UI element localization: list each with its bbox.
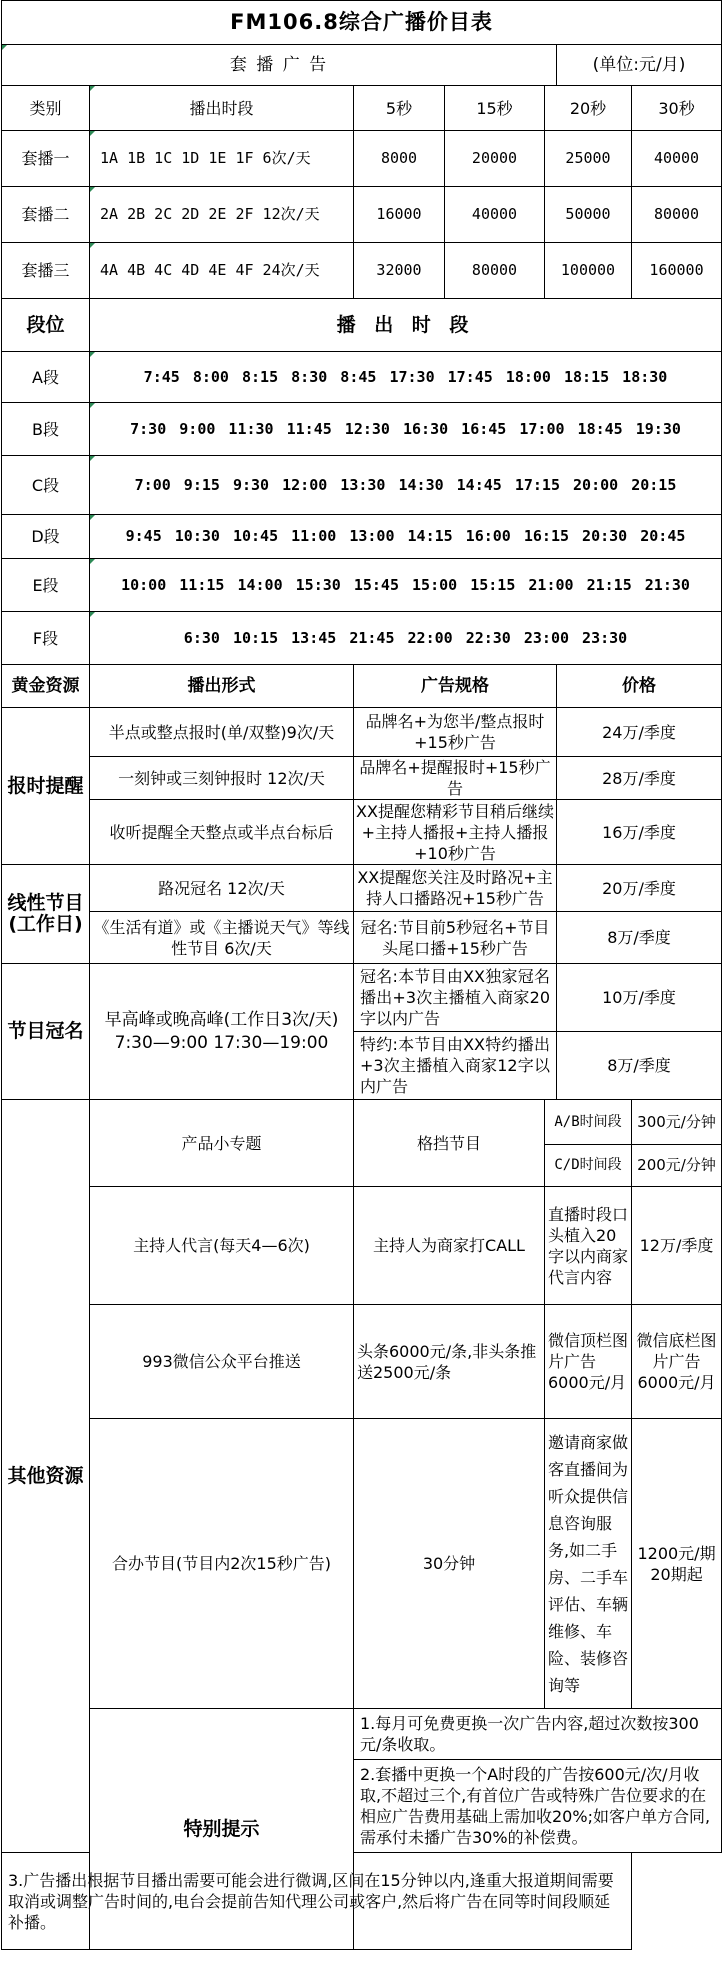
- price-cell: 8万/季度: [557, 1032, 722, 1100]
- note-item: 3.广告播出根据节目播出需要可能会进行微调,区间在15分钟以内,逢重大报道期间需要取消或调整广告时间的,电台会提前告知代理公司或客户,然后将广告在同等时间段顺延补播。: [2, 1853, 632, 1950]
- price-cell: 10万/季度: [557, 964, 722, 1032]
- price-cell: 300元/分钟: [632, 1100, 722, 1145]
- col-15s: 15秒: [445, 86, 545, 131]
- linear-label: 线性节目(工作日): [2, 865, 90, 964]
- spec-cell: 冠名:本节目由XX独家冠名播出+3次主播植入商家20字以内广告: [354, 964, 557, 1032]
- spec-cell: 特约:本节目由XX特约播出+3次主播植入商家12字以内广告: [354, 1032, 557, 1100]
- price-cell: 28万/季度: [557, 757, 722, 800]
- times-header: 播 出 时 段: [90, 299, 722, 352]
- price-15s: 80000: [445, 243, 545, 299]
- form-cell: 半点或整点报时(单/双整)9次/天: [90, 708, 354, 757]
- spec-cell: 品牌名+提醒报时+15秒广告: [354, 757, 557, 800]
- form-cell: 产品小专题: [90, 1100, 354, 1187]
- form-cell: 主持人代言(每天4—6次): [90, 1187, 354, 1305]
- package-slots: 2A 2B 2C 2D 2E 2F 12次/天: [90, 187, 354, 243]
- spec-cell: XX提醒您精彩节目稍后继续+主持人播报+主持人播报+10秒广告: [354, 800, 557, 865]
- price-30s: 160000: [632, 243, 722, 299]
- segment-times: 7:30 9:00 11:30 11:45 12:30 16:30 16:45 17:00 18:45 19:30: [90, 403, 722, 456]
- segment-name: D段: [2, 515, 90, 559]
- notes-label: 特别提示: [90, 1709, 354, 1950]
- segment-header: 段位: [2, 299, 90, 352]
- gold-header: 黄金资源: [2, 665, 90, 708]
- spec-header: 广告规格: [354, 665, 557, 708]
- segment-row: [2, 559, 722, 612]
- segment-name: E段: [2, 559, 90, 612]
- price-cell: 微信底栏图片广告6000元/月: [632, 1305, 722, 1419]
- spec-cell: 品牌名+为您半/整点报时+15秒广告: [354, 708, 557, 757]
- form-cell: 《生活有道》或《主播说天气》等线性节目 6次/天: [90, 912, 354, 964]
- price-5s: 32000: [354, 243, 445, 299]
- segment-name: B段: [2, 403, 90, 456]
- page-title: FM106.8综合广播价目表: [2, 1, 722, 45]
- col-20s: 20秒: [545, 86, 632, 131]
- price-cell: 8万/季度: [557, 912, 722, 964]
- price-5s: 16000: [354, 187, 445, 243]
- spec-cell: XX提醒您关注及时路况+主持人口播路况+15秒广告: [354, 865, 557, 912]
- price-cell: 200元/分钟: [632, 1145, 722, 1187]
- form-header: 播出形式: [90, 665, 354, 708]
- segment-name: F段: [2, 612, 90, 665]
- segment-times: 9:45 10:30 10:45 11:00 13:00 14:15 16:00 16:15 20:30 20:45: [90, 515, 722, 559]
- segment-row: [2, 352, 722, 403]
- price-30s: 80000: [632, 187, 722, 243]
- package-slots: 1A 1B 1C 1D 1E 1F 6次/天: [90, 131, 354, 187]
- price-cell: 24万/季度: [557, 708, 722, 757]
- package-row: [2, 187, 722, 243]
- segment-times: 7:00 9:15 9:30 12:00 13:30 14:30 14:45 17:15 20:00 20:15: [90, 456, 722, 515]
- form-cell: 早高峰或晚高峰(工作日3次/天) 7:30—9:00 17:30—19:00: [90, 964, 354, 1100]
- note-item: 2.套播中更换一个A时段的广告按600元/次/月收取,不超过三个,有首位广告或特殊广告位要求的在相应广告费用基础上需加收20%;如客户单方合同,需承付未播广告30%的补偿费。: [354, 1760, 722, 1853]
- package-header: 套 播 广 告: [2, 45, 557, 86]
- time-reminder-label: 报时提醒: [2, 708, 90, 865]
- price-20s: 25000: [545, 131, 632, 187]
- price-20s: 50000: [545, 187, 632, 243]
- other-label: 其他资源: [2, 1100, 90, 1853]
- package-row: [2, 131, 722, 187]
- detail-cell: 邀请商家做客直播间为听众提供信息咨询服务,如二手房、二手车评估、车辆维修、车险、装修咨询等: [545, 1419, 632, 1709]
- segment-row: [2, 612, 722, 665]
- price-cell: 20万/季度: [557, 865, 722, 912]
- package-slots: 4A 4B 4C 4D 4E 4F 24次/天: [90, 243, 354, 299]
- package-name: 套播三: [2, 243, 90, 299]
- segment-name: A段: [2, 352, 90, 403]
- col-30s: 30秒: [632, 86, 722, 131]
- detail-cell: 直播时段口头植入20字以内商家代言内容: [545, 1187, 632, 1305]
- segment-name: C段: [2, 456, 90, 515]
- price-20s: 100000: [545, 243, 632, 299]
- naming-label: 节目冠名: [2, 964, 90, 1100]
- spec-cell: 主持人为商家打CALL: [354, 1187, 545, 1305]
- note-item: 1.每月可免费更换一次广告内容,超过次数按300元/条收取。: [354, 1709, 722, 1760]
- spec-cell: 30分钟: [354, 1419, 545, 1709]
- form-cell: 路况冠名 12次/天: [90, 865, 354, 912]
- price-cell: 12万/季度: [632, 1187, 722, 1305]
- col-category: 类别: [2, 86, 90, 131]
- segment-row: [2, 456, 722, 515]
- price-30s: 40000: [632, 131, 722, 187]
- spec-cell: 冠名:节目前5秒冠名+节目头尾口播+15秒广告: [354, 912, 557, 964]
- package-row: [2, 243, 722, 299]
- price-list-table: [1, 0, 722, 1950]
- form-cell: 收听提醒全天整点或半点台标后: [90, 800, 354, 865]
- detail-cell: 微信顶栏图片广告6000元/月: [545, 1305, 632, 1419]
- price-cell: 16万/季度: [557, 800, 722, 865]
- package-name: 套播二: [2, 187, 90, 243]
- price-5s: 8000: [354, 131, 445, 187]
- package-name: 套播一: [2, 131, 90, 187]
- price-cell: 1200元/期20期起: [632, 1419, 722, 1709]
- spec-cell: 格挡节目: [354, 1100, 545, 1187]
- slot-cell: C/D时间段: [545, 1145, 632, 1187]
- slot-cell: A/B时间段: [545, 1100, 632, 1145]
- price-15s: 40000: [445, 187, 545, 243]
- segment-row: [2, 515, 722, 559]
- price-header: 价格: [557, 665, 722, 708]
- form-cell: 一刻钟或三刻钟报时 12次/天: [90, 757, 354, 800]
- form-cell: 993微信公众平台推送: [90, 1305, 354, 1419]
- price-15s: 20000: [445, 131, 545, 187]
- unit-label: (单位:元/月): [557, 45, 722, 86]
- spec-cell: 头条6000元/条,非头条推送2500元/条: [354, 1305, 545, 1419]
- segment-row: [2, 403, 722, 456]
- col-5s: 5秒: [354, 86, 445, 131]
- col-slots: 播出时段: [90, 86, 354, 131]
- form-cell: 合办节目(节目内2次15秒广告): [90, 1419, 354, 1709]
- segment-times: 7:45 8:00 8:15 8:30 8:45 17:30 17:45 18:00 18:15 18:30: [90, 352, 722, 403]
- segment-times: 10:00 11:15 14:00 15:30 15:45 15:00 15:15 21:00 21:15 21:30: [90, 559, 722, 612]
- segment-times: 6:30 10:15 13:45 21:45 22:00 22:30 23:00 23:30: [90, 612, 722, 665]
